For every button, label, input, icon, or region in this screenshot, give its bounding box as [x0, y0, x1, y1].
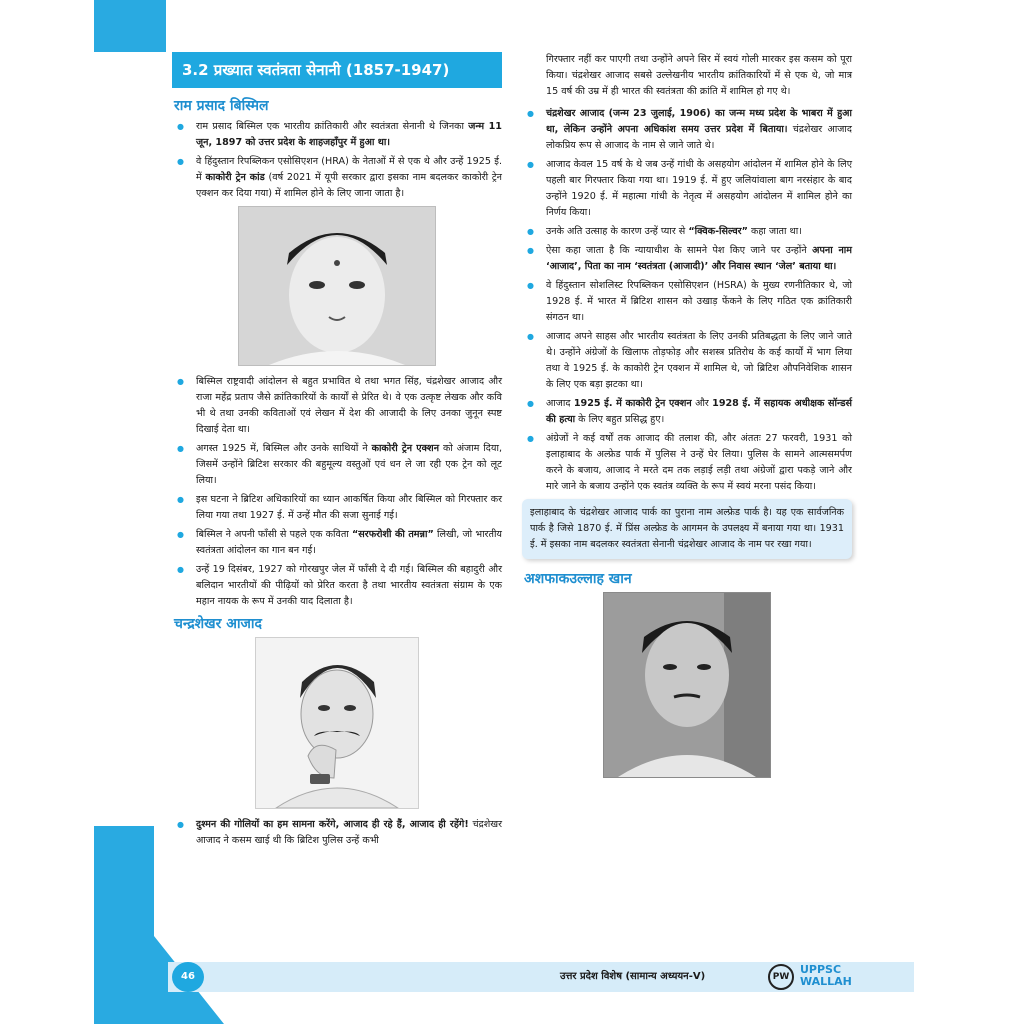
azad-point-8: ● आजाद 1925 ई. में काकोरी ट्रेन एक्शन और 1928 ई. में सहायक अधीक्षक सॉन्डर्स की हत्या के लिए बहुत प्रसिद्ध हुए।: [522, 396, 852, 428]
brand-logo-line-2: WALLAH: [800, 975, 852, 988]
ashfaq-heading: अशफाकउल्लाह खान: [524, 571, 632, 587]
brand-logo: [800, 964, 852, 988]
azad-photo: [255, 637, 419, 809]
alfred-park-info-box: इलाहाबाद के चंद्रशेखर आजाद पार्क का पुराना नाम अल्फ्रेड पार्क है। यह एक सार्वजनिक पार्क है जिसे 1870 ई. में प्रिंस अल्फ्रेड के आगमन के उपलक्ष्य में बनाया गया था। 1931 ई. में इसका नाम बदलकर स्वतंत्रता सेनानी चंद्रशेखर आजाद के नाम पर रखा गया।: [522, 499, 852, 559]
azad-point-7: ● आजाद अपने साहस और भारतीय स्वतंत्रता के लिए उनकी प्रतिबद्धता के लिए जाने जाते थे। उन्होंने अंग्रेजों के खिलाफ तोड़फोड़ और सशस्त्र प्रतिरोध के कई कार्यों में भाग लिया तथा वे 1925 ई. के काकोरी ट्रेन एक्शन में शामिल थे, जो ब्रिटिश औपनिवेशिक शासन के लिए एक बड़ा झटका था।: [522, 329, 852, 393]
brand-logo-line-1: UPPSC: [800, 963, 842, 976]
bismil-point-1: ● राम प्रसाद बिस्मिल एक भारतीय क्रांतिकारी और स्वतंत्रता सेनानी थे जिनका जन्म 11 जून, 1897 को उत्तर प्रदेश के शाहजहाँपुर में हुआ था।: [172, 119, 502, 151]
bismil-point-5: ● इस घटना ने ब्रिटिश अधिकारियों का ध्यान आकर्षित किया और बिस्मिल को गिरफ्तार कर लिया गया तथा 1927 ई. में उन्हें मौत की सजा सुनाई गई।: [172, 492, 502, 524]
pw-logo-icon: PW: [768, 964, 794, 990]
azad-point-3: ● आजाद केवल 15 वर्ष के थे जब उन्हें गांधी के असहयोग आंदोलन में शामिल होने के लिए पहली बार गिरफ्तार किया गया था। 1919 ई. में हुए जलियांवाला बाग नरसंहार के बाद उन्होंने 1920 ई. में महात्मा गांधी के नेतृत्व में असहयोग आंदोलन में शामिल होने का निर्णय किया।: [522, 157, 852, 221]
bismil-list-top: [172, 119, 502, 202]
azad-point-6: ● वे हिंदुस्तान सोशलिस्ट रिपब्लिकन एसोसिएशन (HSRA) के मुख्य रणनीतिकार थे, जो 1928 ई. में भारत में ब्रिटिश शासन को उखाड़ फेंकने के लिए गठित एक क्रांतिकारी संगठन था।: [522, 278, 852, 326]
decor-bar-top: [94, 0, 166, 52]
bismil-list-bottom: [172, 374, 502, 610]
azad-list-right: [522, 106, 852, 495]
right-column: [522, 52, 852, 786]
page-number: 46: [172, 962, 204, 992]
azad-point-1-continued: गिरफ्तार नहीं कर पाएगी तथा उन्होंने अपने सिर में स्वयं गोली मारकर इस कसम को पूरा किया। चंद्रशेखर आजाद सबसे उल्लेखनीय भारतीय क्रांतिकारियों में से एक थे, जो मात्र 15 वर्ष की उम्र में ही भारत की स्वतंत्रता की क्रांति में शामिल हो गए थे।: [546, 54, 852, 97]
azad-heading: चन्द्रशेखर आजाद: [174, 616, 262, 632]
bismil-point-2: ● वे हिंदुस्तान रिपब्लिकन एसोसिएशन (HRA) के नेताओं में से एक थे और उन्हें 1925 ई. में काकोरी ट्रेन कांड (वर्ष 2021 में यूपी सरकार द्वारा इसका नाम बदलकर काकोरी ट्रेन एक्शन कर दिया गया) में शामिल होने के लिए जाना जाता है।: [172, 154, 502, 202]
bismil-point-7: ● उन्हें 19 दिसंबर, 1927 को गोरखपुर जेल में फाँसी दे दी गई। बिस्मिल की बहादुरी और बलिदान भारतीयों की पीढ़ियों को प्रेरित करता है तथा भारतीय स्वतंत्रता संग्राम के एक महान नायक के रूप में उनकी याद दिलाता है।: [172, 562, 502, 610]
azad-point-5: ● ऐसा कहा जाता है कि न्यायाधीश के सामने पेश किए जाने पर उन्होंने अपना नाम ‘आजाद’, पिता का नाम ‘स्वतंत्रता (आजादी)’ और निवास स्थान ‘जेल’ बताया था।: [522, 243, 852, 275]
bismil-photo: [238, 206, 436, 366]
bismil-point-6: ● बिस्मिल ने अपनी फाँसी से पहले एक कविता “सरफरोशी की तमन्ना” लिखी, जो भारतीय स्वतंत्रता आंदोलन का गान बन गई।: [172, 527, 502, 559]
azad-list-left: [172, 817, 502, 849]
azad-point-1: ● दुश्मन की गोलियों का हम सामना करेंगे, आजाद ही रहे हैं, आजाद ही रहेंगे! चंद्रशेखर आजाद ने कसम खाई थी कि ब्रिटिश पुलिस उन्हें कभी: [172, 817, 502, 849]
section-title: 3.2 प्रख्यात स्वतंत्रता सेनानी (1857-1947): [172, 52, 502, 88]
left-column: [172, 52, 502, 852]
ashfaq-photo: [603, 592, 771, 778]
bismil-point-4: ● अगस्त 1925 में, बिस्मिल और उनके साथियों ने काकोरी ट्रेन एक्शन को अंजाम दिया, जिसमें उन्होंने ब्रिटिश सरकार की बहुमूल्य वस्तुओं एवं धन ले जा रही एक ट्रेन को लूट लिया।: [172, 441, 502, 489]
azad-point-4: ● उनके अति उत्साह के कारण उन्हें प्यार से “क्विक-सिल्वर” कहा जाता था।: [522, 224, 852, 240]
decor-diagonal: [94, 826, 224, 1024]
bismil-point-3: ● बिस्मिल राष्ट्रवादी आंदोलन से बहुत प्रभावित थे तथा भगत सिंह, चंद्रशेखर आजाद और राजा महेंद्र प्रताप जैसे क्रांतिकारियों के कार्यों से प्रेरित थे। वे एक उत्कृष्ट लेखक और कवि भी थे तथा उनकी कविताओं एवं लेखन में देश की आजादी के लिए उनका जुनून स्पष्ट दिखाई देता था।: [172, 374, 502, 438]
bismil-heading: राम प्रसाद बिस्मिल: [174, 98, 269, 114]
footer-title: उत्तर प्रदेश विशेष (सामान्य अध्ययन-V): [560, 971, 706, 982]
azad-point-2: ● चंद्रशेखर आजाद (जन्म 23 जुलाई, 1906) का जन्म मध्य प्रदेश के भाबरा में हुआ था, लेकिन उन्होंने अपना अधिकांश समय उत्तर प्रदेश में बिताया। चंद्रशेखर आजाद लोकप्रिय रूप से आजाद के नाम से जाने जाते थे।: [522, 106, 852, 154]
azad-point-9: ● अंग्रेजों ने कई वर्षों तक आजाद की तलाश की, और अंततः 27 फरवरी, 1931 को इलाहाबाद के अल्फ्रेड पार्क में पुलिस ने उन्हें घेर लिया। पुलिस के सामने आत्मसमर्पण करने के बजाय, आजाद ने मरते दम तक लड़ाई लड़ी तथा अंग्रेजों द्वारा पकड़े जाने और मारे जाने के बजाय उन्होंने एक स्वतंत्र व्यक्ति के रूप में स्वयं मरना पसंद किया।: [522, 431, 852, 495]
